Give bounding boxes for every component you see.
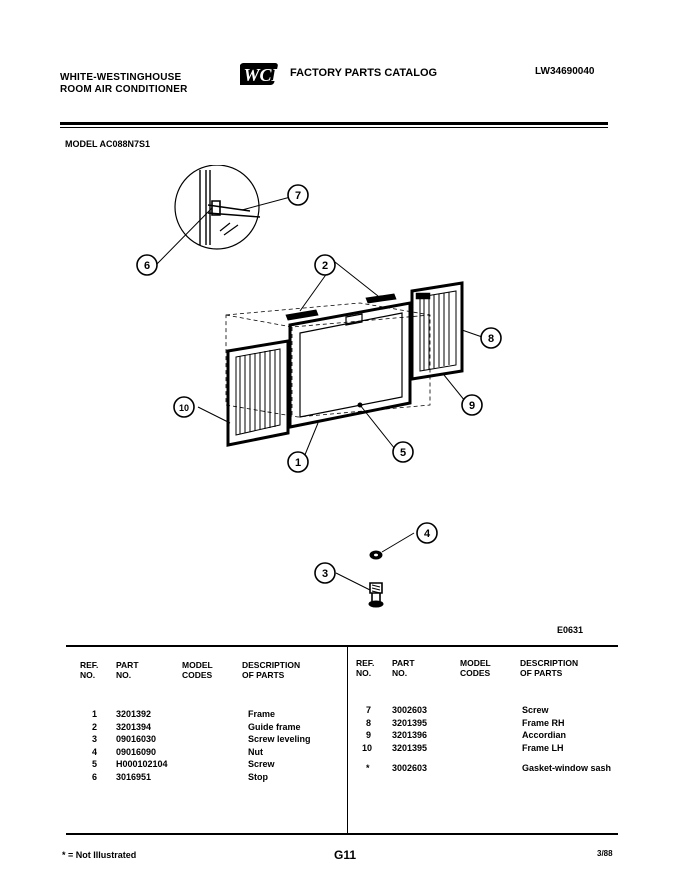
parts-list-right (356, 705, 618, 775)
page-number: G11 (334, 848, 357, 862)
brand-line-2: ROOM AIR CONDITIONER (60, 84, 188, 95)
header-rule (60, 122, 608, 125)
detail-inset (175, 165, 260, 249)
table-row: 10 3201395 Frame LH (362, 742, 564, 753)
wci-logo (240, 60, 280, 88)
callout-label-2: 2 (321, 260, 329, 272)
hdr-ref-no-right: REF. NO. (356, 658, 375, 678)
catalog-code: LW34690040 (535, 66, 595, 77)
table-row: 6 3016951 Stop (92, 771, 268, 782)
parts-list-left (80, 709, 340, 784)
callout-label-5: 5 (399, 447, 407, 459)
header-rule-thin (60, 127, 608, 128)
table-bottom-rule (66, 833, 618, 835)
table-row: 7 3002603 Screw (366, 705, 549, 715)
hdr-part-no-right: PART NO. (392, 658, 415, 678)
callout-label-7: 7 (294, 190, 302, 202)
callout-label-1: 1 (294, 457, 302, 469)
table-row: 2 3201394 Guide frame (92, 721, 301, 732)
hdr-description-left: DESCRIPTION OF PARTS (242, 660, 301, 680)
callout-label-4: 4 (423, 528, 431, 540)
callout-label-3: 3 (321, 568, 329, 580)
table-row: 3 09016030 Screw leveling (92, 734, 311, 744)
table-row: 4 09016090 Nut (92, 746, 263, 757)
table-top-rule (66, 645, 618, 647)
model-label: MODEL AC088N7S1 (65, 139, 151, 149)
table-row: 5 H000102104 Screw (92, 759, 275, 769)
date-code: 3/88 (597, 849, 613, 858)
callout-label-9: 9 (468, 400, 476, 412)
exploded-parts-diagram (120, 165, 520, 625)
hdr-ref-no-left: REF. NO. (80, 660, 99, 680)
callout-label-6: 6 (143, 260, 151, 272)
table-row: 1 3201392 Frame (92, 709, 276, 719)
table-row: 9 3201396 Accordian (366, 730, 567, 740)
leveling-hardware (336, 533, 414, 607)
catalog-title: FACTORY PARTS CATALOG (290, 67, 438, 79)
brand-line-1: WHITE-WESTINGHOUSE (60, 72, 182, 83)
callout-label-10: 10 (178, 403, 190, 413)
brand-block (60, 72, 188, 96)
table-row: * 3002603 Gasket-window sash (366, 763, 612, 773)
not-illustrated-note: * = Not Illustrated (62, 850, 137, 860)
accordion-right (412, 283, 462, 379)
callout-label-8: 8 (487, 333, 495, 345)
callout-group (137, 185, 501, 583)
svg-text:WCI: WCI (243, 65, 279, 85)
hdr-model-codes-right: MODEL CODES (460, 658, 491, 678)
hdr-part-no-left: PART NO. (116, 660, 139, 680)
diagram-code: E0631 (557, 625, 584, 635)
accordion-left (228, 341, 288, 445)
table-divider (347, 647, 348, 833)
hdr-model-codes-left: MODEL CODES (182, 660, 213, 680)
hdr-description-right: DESCRIPTION OF PARTS (520, 658, 579, 678)
table-row: 8 3201395 Frame RH (366, 717, 565, 728)
